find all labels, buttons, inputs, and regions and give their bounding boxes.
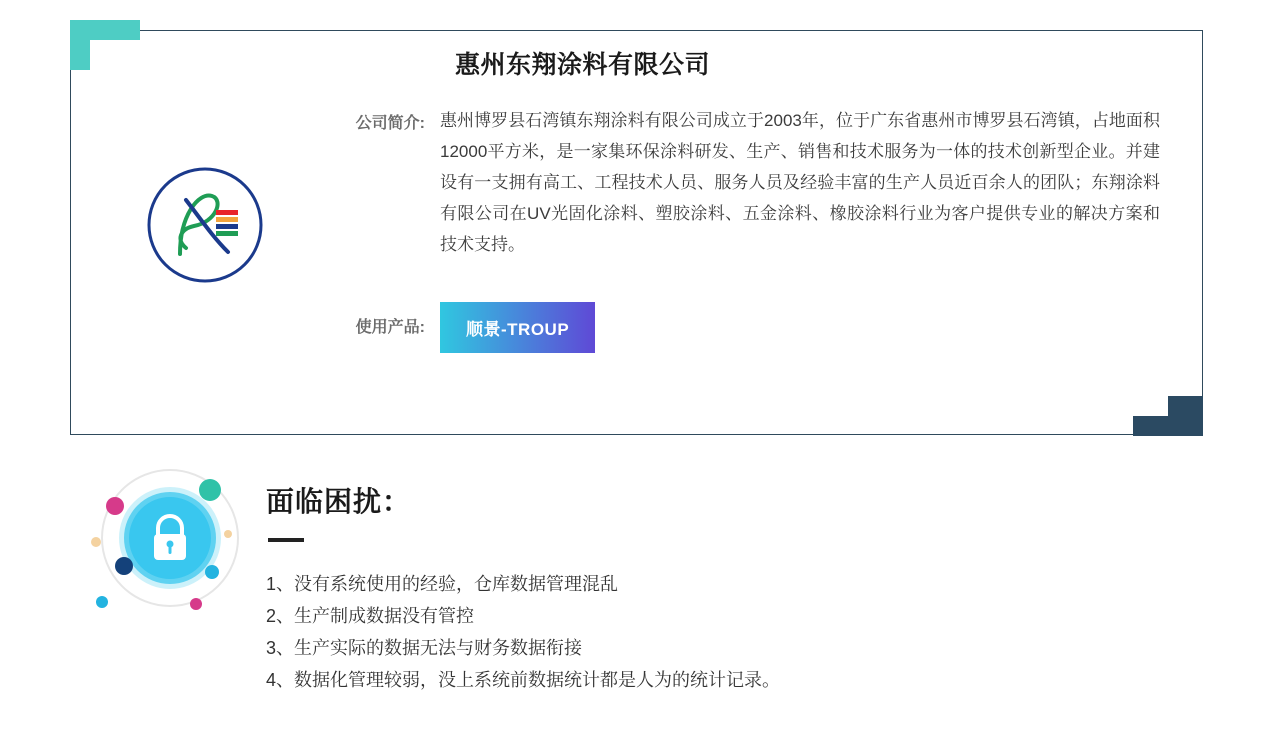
product-badge[interactable]: 顺景-TROUP xyxy=(440,302,595,353)
issues-section xyxy=(266,480,1226,696)
issues-title: 面临困扰： xyxy=(266,486,412,517)
list-item: 2、生产制成数据没有管控 xyxy=(266,606,475,626)
intro-text: 惠州博罗县石湾镇东翔涂料有限公司成立于2003年，位于广东省惠州市博罗县石湾镇，占地面积12000平方米，是一家集环保涂料研发、生产、销售和技术服务为一体的技术创新型企业。并建设有一支拥有高工、工程技术人员、服务人员及经验丰富的生产人员近百余人的团队；东翔涂料有限公司在UV光固化涂料、塑胶涂料、五金涂料、橡胶涂料行业为客户提供专业的解决方案和技术支持。 xyxy=(440,111,1160,254)
intro-label: 公司简介: xyxy=(355,115,425,132)
product-row xyxy=(270,302,1200,353)
title-rule xyxy=(268,538,304,542)
list-item: 3、生产实际的数据无法与财务数据衔接 xyxy=(266,638,583,658)
lock-icon xyxy=(78,468,258,633)
intro-row xyxy=(270,105,1200,260)
card-body xyxy=(270,45,1200,353)
company-logo-circle-icon xyxy=(146,166,264,284)
card-corner-bottom-right-inner xyxy=(1133,396,1168,416)
list-item: 1、没有系统使用的经验，仓库数据管理混乱 xyxy=(266,574,619,594)
issue-list xyxy=(266,568,1226,696)
list-item: 4、数据化管理较弱，没上系统前数据统计都是人为的统计记录。 xyxy=(266,670,781,690)
page-title: 惠州东翔涂料有限公司 xyxy=(455,51,711,79)
card-corner-top-left-inner xyxy=(90,40,140,70)
product-label: 使用产品: xyxy=(355,319,425,336)
